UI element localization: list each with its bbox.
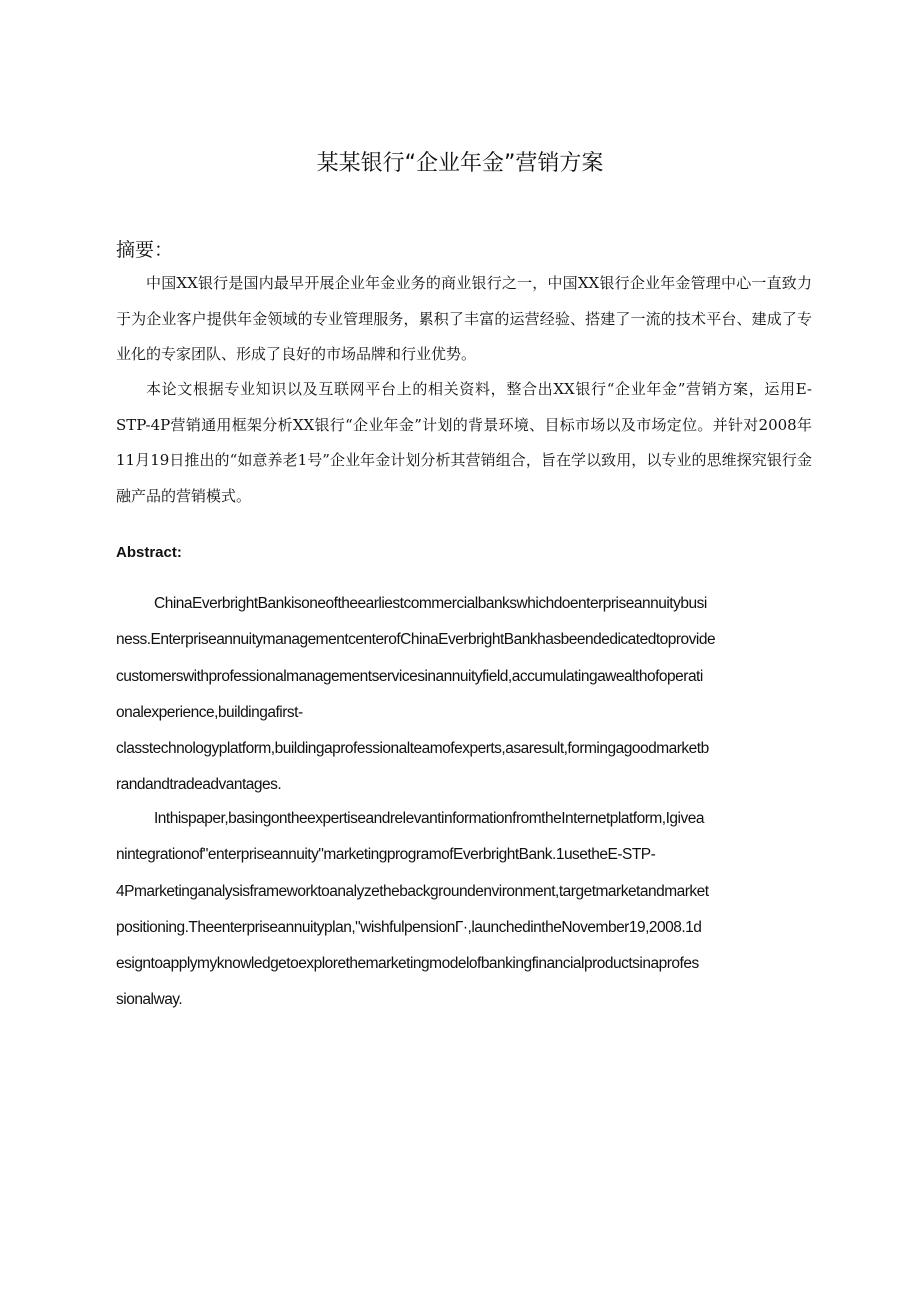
abstract-en-line: ness.EnterpriseannuitymanagementcenterofChinaEverbrightBankhasbeendedicatedtoprovide — [116, 631, 716, 649]
abstract-en-paragraph — [116, 586, 816, 804]
abstract-en-line: sionalway. — [116, 991, 183, 1009]
abstract-en-line: esigntoapplymyknowledgetoexplorethemarketingmodelofbankingfinancialproductsinaprofes — [116, 955, 699, 973]
abstract-en-line: customerswithprofessionalmanagementservicesinannuityfield,accumulatingawealthofoperati — [116, 667, 703, 685]
abstract-cn-paragraph: 本论文根据专业知识以及互联网平台上的相关资料，整合出XX银行“企业年金”营销方案，运用E-STP-4P营销通用框架分析XX银行“企业年金”计划的背景环境、目标市场以及市场定位。并针对2008年11月19日推出的“如意养老1号”企业年金计划分析其营销组合，旨在学以致用，以专业的思维探究银行金融产品的营销模式。 — [116, 380, 812, 505]
abstract-en-line: nintegrationof"enterpriseannuity"marketingprogramofEverbrightBank.1usetheE-STP- — [116, 846, 656, 864]
abstract-en-line: Inthispaper,basingontheexpertiseandrelevantinformationfromtheInternetplatform,Igivea — [154, 810, 704, 827]
abstract-en-paragraph — [116, 801, 816, 1019]
abstract-en-line: classtechnologyplatform,buildingaprofessionalteamofexperts,asaresult,formingagoodmarketb — [116, 740, 709, 758]
abstract-en-line: onalexperience,buildingafirst- — [116, 703, 303, 721]
abstract-en-line: 4Pmarketinganalysisframeworktoanalyzethebackgroundenvironment,targetmarketandmarket — [116, 882, 709, 900]
page-title: 某某银行“企业年金”营销方案 — [316, 151, 604, 176]
abstract-en-heading: Abstract: — [116, 544, 182, 561]
abstract-cn-paragraph: 中国XX银行是国内最早开展企业年金业务的商业银行之一，中国XX银行企业年金管理中心一直致力于为企业客户提供年金领域的专业管理服务，累积了丰富的运营经验、搭建了一流的技术平台、建成了专业化的专家团队、形成了良好的市场品牌和行业优势。 — [116, 274, 812, 363]
abstract-en-line: ChinaEverbrightBankisoneoftheearliestcommercialbankswhichdoenterpriseannuitybusi — [154, 595, 707, 612]
abstract-en-line: positioning.Theenterpriseannuityplan,"wishfulpensionΓ·,launchedintheNovember19,2008.1d — [116, 918, 702, 936]
abstract-en-line: randandtradeadvantages. — [116, 776, 282, 794]
abstract-cn-heading: 摘要： — [116, 239, 174, 261]
